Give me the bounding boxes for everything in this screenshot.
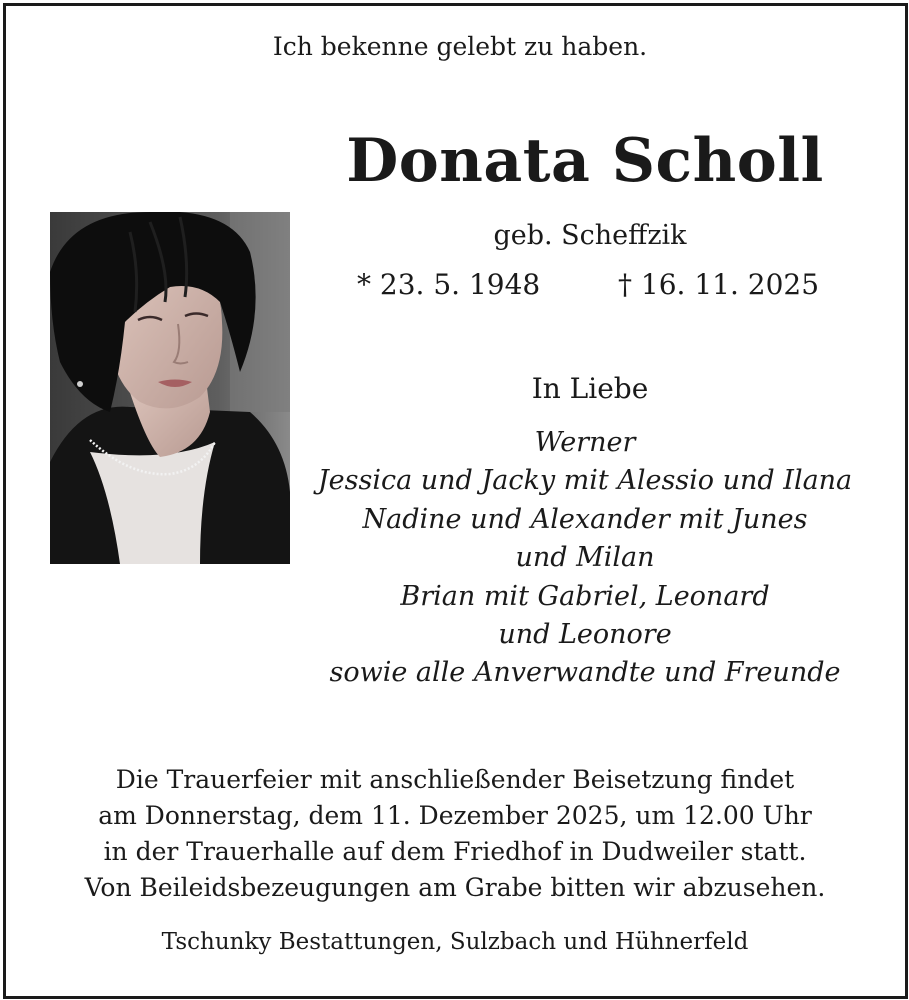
condolence-note: Von Beileidsbezeugungen am Grabe bitten wir abzusehen. bbox=[84, 873, 826, 902]
family-line: und Milan bbox=[515, 542, 655, 574]
service-line: am Donnerstag, dem 11. Dezember 2025, um 12.00 Uhr bbox=[98, 801, 812, 830]
deceased-name: Donata Scholl bbox=[346, 126, 824, 196]
birth-date: * 23. 5. 1948 bbox=[357, 268, 541, 301]
in-love-heading: In Liebe bbox=[531, 372, 649, 405]
family-line: Nadine und Alexander mit Junes bbox=[362, 503, 808, 535]
family-line: Jessica und Jacky mit Alessio und Ilana bbox=[317, 465, 853, 497]
maiden-name: geb. Scheffzik bbox=[493, 220, 687, 251]
family-list bbox=[300, 424, 870, 693]
death-date: † 16. 11. 2025 bbox=[618, 268, 820, 301]
motto-line: Ich bekenne gelebt zu haben. bbox=[272, 32, 648, 61]
funeral-service-info bbox=[30, 762, 880, 870]
family-line: Brian mit Gabriel, Leonard bbox=[400, 580, 770, 612]
undertaker-name: Tschunky Bestattungen, Sulzbach und Hühnerfeld bbox=[161, 929, 749, 955]
service-line: Die Trauerfeier mit anschließender Beisetzung findet bbox=[115, 765, 795, 794]
service-line: in der Trauerhalle auf dem Friedhof in Dudweiler statt. bbox=[103, 837, 807, 866]
family-line: Werner bbox=[534, 427, 636, 458]
family-line: sowie alle Anverwandte und Freunde bbox=[329, 657, 841, 689]
family-line: und Leonore bbox=[498, 619, 672, 651]
portrait-photo bbox=[50, 212, 290, 564]
